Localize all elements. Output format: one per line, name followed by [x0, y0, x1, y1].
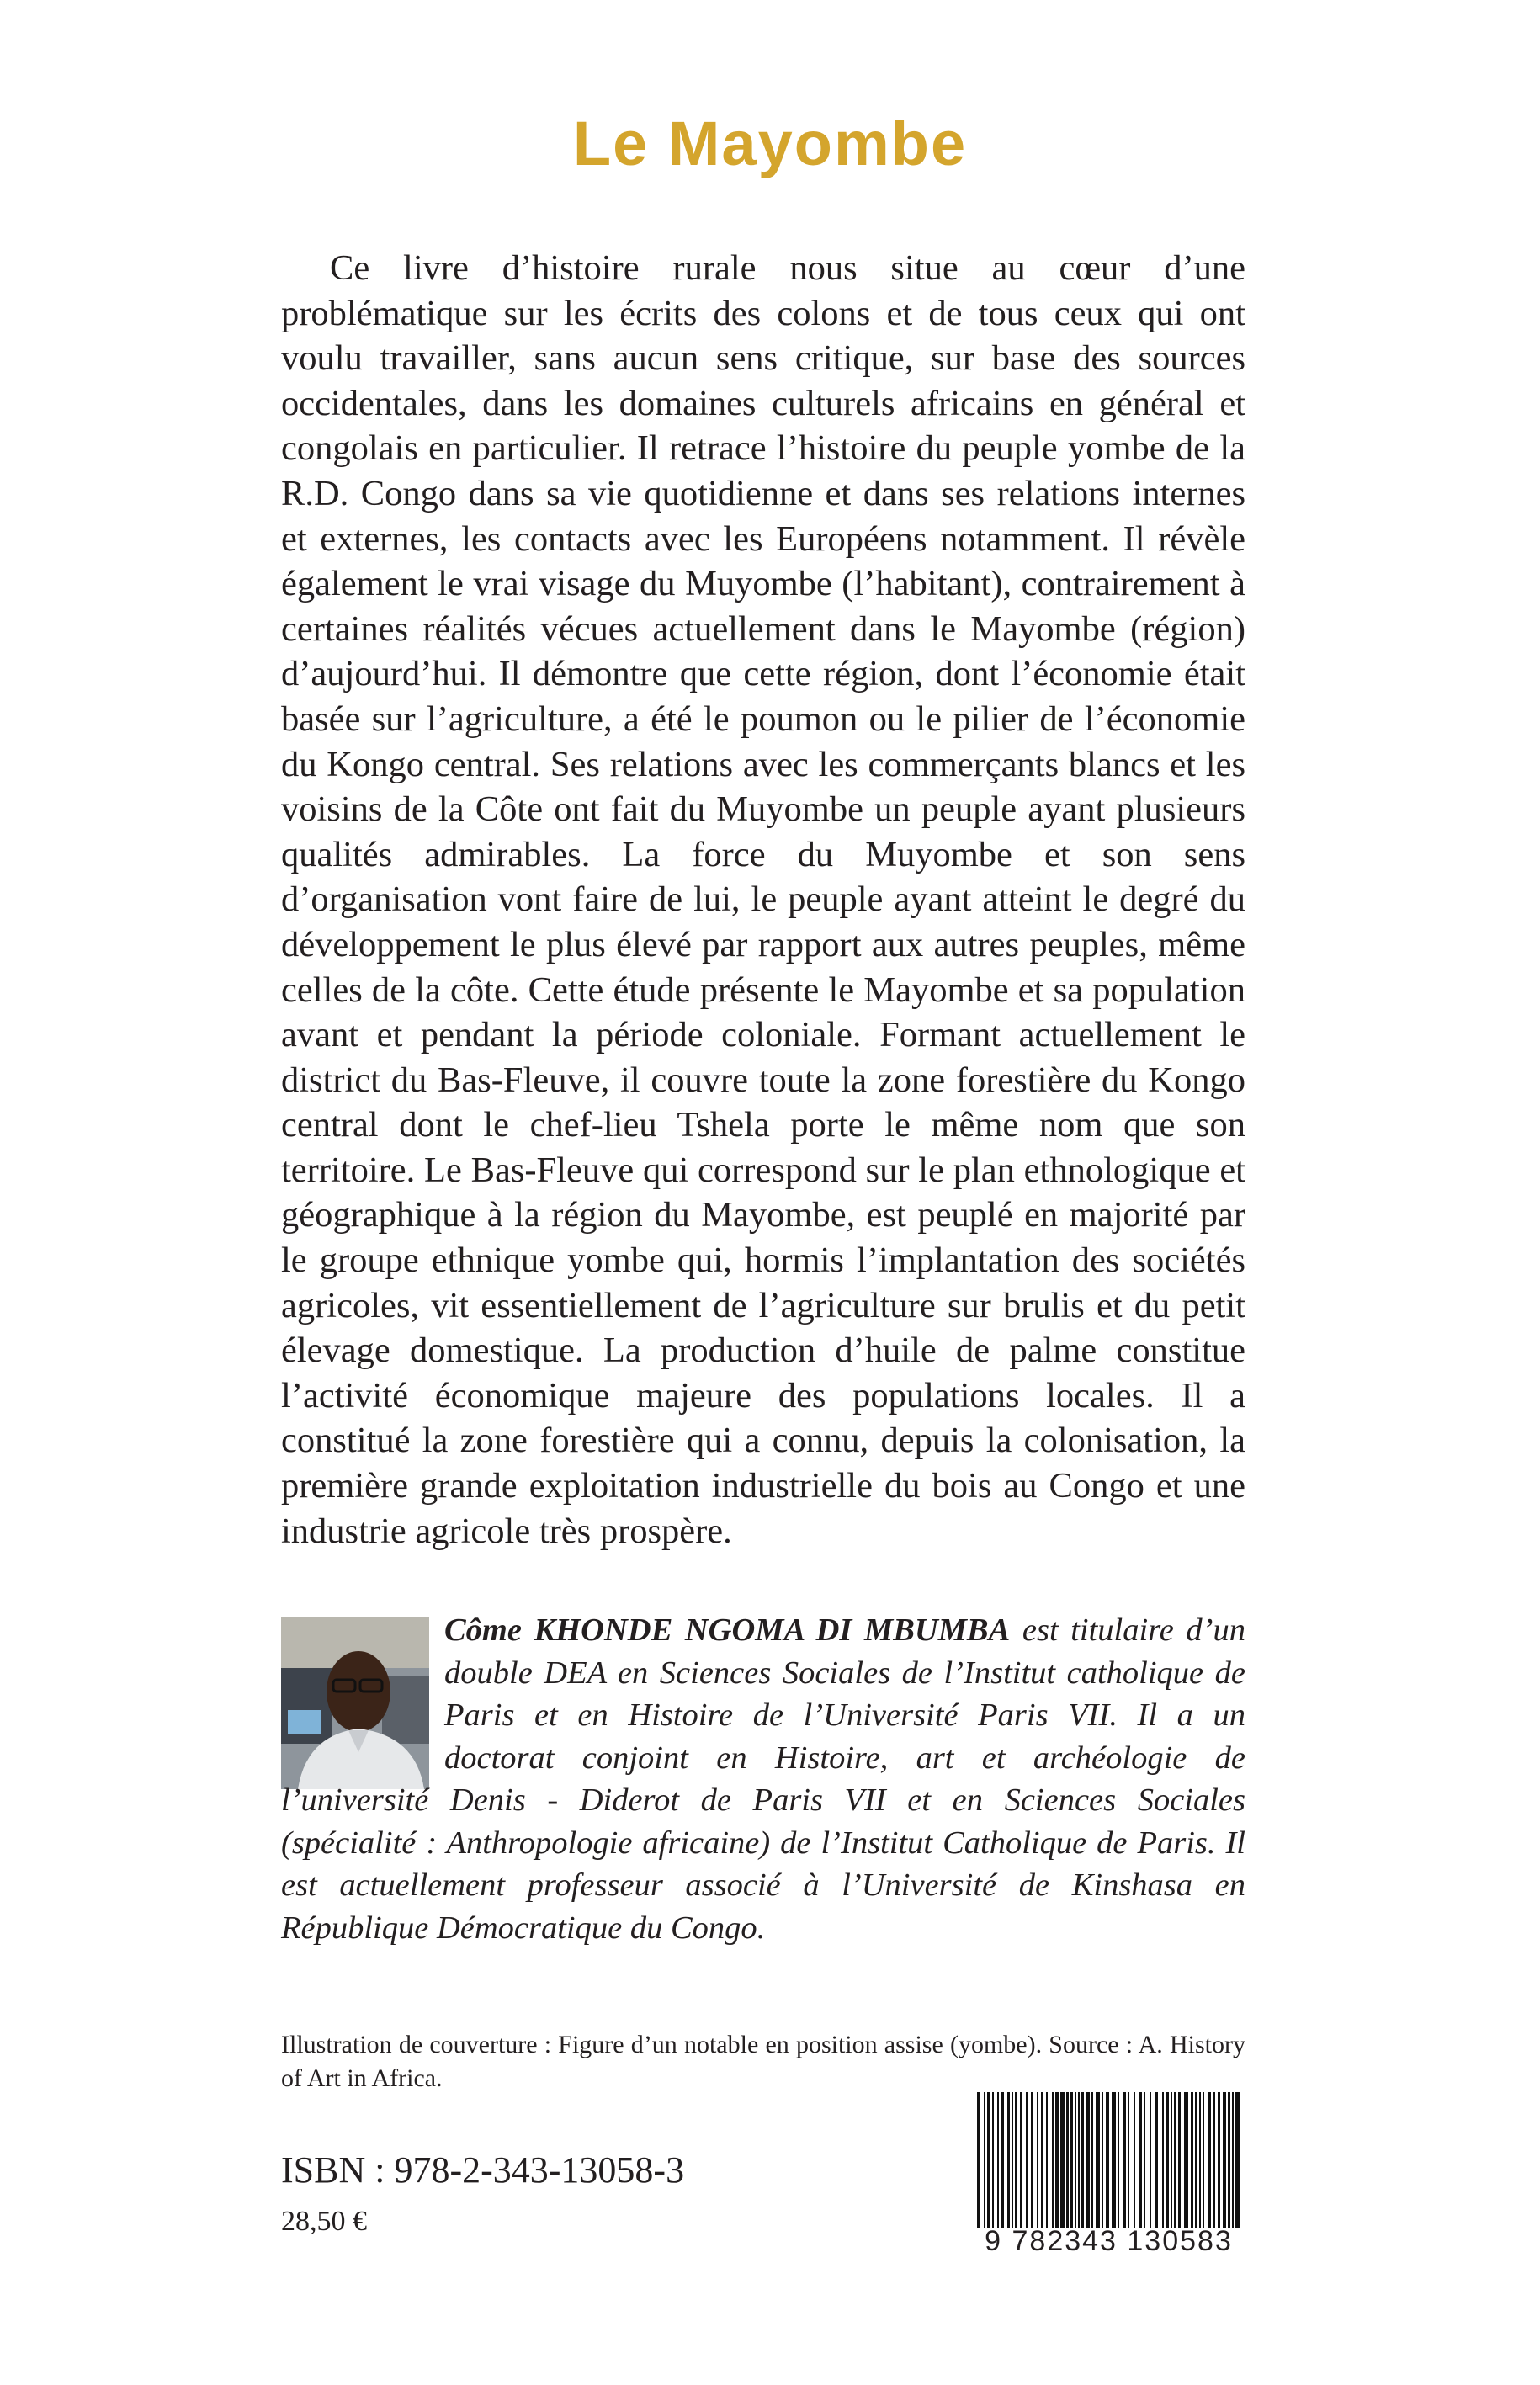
cover-illustration-credit: Illustration de couverture : Figure d’un notable en position assise (yombe). Source : A. History of Art in Africa.: [281, 2031, 1245, 2092]
barcode-bar: [1191, 2092, 1193, 2228]
barcode-bar: [1150, 2092, 1151, 2228]
barcode-digits: 9 782343 130583: [985, 2225, 1233, 2257]
barcode-bar: [1007, 2092, 1010, 2228]
barcode-bar: [1139, 2092, 1142, 2228]
book-title: Le Mayombe: [572, 109, 968, 178]
barcode-bar: [1001, 2092, 1004, 2228]
barcode-bar: [1118, 2092, 1119, 2228]
barcode-bar: [1066, 2092, 1069, 2228]
barcode-bar: [1096, 2092, 1100, 2228]
barcode-bar: [1026, 2092, 1028, 2228]
barcode-bar: [1178, 2092, 1181, 2228]
barcode-bar: [1020, 2092, 1022, 2228]
barcode-bar: [1166, 2092, 1169, 2228]
barcode-bar: [1015, 2092, 1017, 2228]
barcode-bar: [1078, 2092, 1080, 2228]
barcode-bar: [1223, 2092, 1226, 2228]
author-bio-text: est titulaire d’un double DEA en Sciences Sociales de l’Institut catholique de Paris et en Histoire de l’Université Paris VII. Il a un doctorat conjoint en Histoire, art et archéologie de l’université Denis - Diderot de Paris VII et en Sciences Sociales (spécialité : Anthropologie africaine) de l’Institut Catholique de Paris. Il est actuellement professeur associé à l’Université de Kinshasa en République Démocratique du Congo.: [281, 1612, 1245, 1946]
author-bio: [281, 1609, 1245, 1949]
barcode-bar: [1184, 2092, 1188, 2228]
barcode-bar: [1228, 2092, 1230, 2228]
barcode-bar: [992, 2092, 994, 2228]
barcode-bar: [1174, 2092, 1176, 2228]
barcode-bar: [1070, 2092, 1073, 2228]
barcode-bar: [977, 2092, 980, 2228]
barcode-bar: [1106, 2092, 1109, 2228]
barcode-bar: [1091, 2092, 1093, 2228]
barcode-bar: [1144, 2092, 1145, 2228]
barcode-bar: [1134, 2092, 1135, 2228]
barcode-bar: [1232, 2092, 1234, 2228]
barcode-bar: [1128, 2092, 1129, 2228]
barcode-bar: [1235, 2092, 1240, 2228]
barcode-bar: [1203, 2092, 1204, 2228]
barcode-bar: [1055, 2092, 1059, 2228]
barcode: [972, 2092, 1245, 2255]
isbn: ISBN : 978-2-343-13058-3: [281, 2149, 685, 2191]
barcode-bar: [1195, 2092, 1197, 2228]
barcode-bar: [1031, 2092, 1033, 2228]
book-blurb: Ce livre d’histoire rurale nous situe au cœur d’une problématique sur les écrits des colons et de tous ceux qui ont voulu travailler, sans aucun sens critique, sur base des sources occidentales, dans les domaines culturels africains en général et congolais en particulier. Il retrace l’histoire du peuple yombe de la R.D. Congo dans sa vie quotidienne et dans ses relations internes et externes, les contacts avec les Européens notamment. Il révèle également le vrai visage du Muyombe (l’habitant), contrairement à certaines réalités vécues actuellement dans le Mayombe (région) d’aujourd’hui. Il démontre que cette région, dont l’économie était basée sur l’agriculture, a été le poumon ou le pilier de l’économie du Kongo central. Ses relations avec les commerçants blancs et les voisins de la Côte ont fait du Muyombe un peuple ayant plusieurs qualités admirables. La force du Muyombe et son sens d’organisation vont faire de lui, le peuple ayant atteint le degré du développement le plus élevé par rapport aux autres peuples, même celles de la côte. Cette étude présente le Mayombe et sa population avant et pendant la période coloniale. Formant actuellement le district du Bas-Fleuve, il couvre toute la zone forestière du Kongo central dont le chef-lieu Tshela porte le même nom que son territoire. Le Bas-Fleuve qui correspond sur le plan ethnologique et géographique à la région du Mayombe, est peuplé en majorité par le groupe ethnique yombe qui, hormis l’implantation des sociétés agricoles, vit essentiellement de l’agriculture sur brulis et du petit élevage domestique. La production d’huile de palme constitue l’activité économique majeure des populations locales. Il a constitué la zone forestière qui a connu, depuis la colonisation, la première grande exploitation industrielle du bois au Congo et une industrie agricole très prospère.: [281, 248, 1245, 1551]
barcode-bar: [1075, 2092, 1076, 2228]
barcode-bar: [1060, 2092, 1065, 2228]
price: 28,50 €: [281, 2206, 367, 2237]
barcode-bar: [1112, 2092, 1116, 2228]
barcode-bar: [1213, 2092, 1215, 2228]
barcode-bar: [1037, 2092, 1038, 2228]
barcode-bar: [987, 2092, 990, 2228]
barcode-bar: [997, 2092, 999, 2228]
barcode-bar: [1102, 2092, 1103, 2228]
barcode-bar: [984, 2092, 985, 2228]
barcode-bar: [1081, 2092, 1084, 2228]
barcode-bars: [972, 2092, 1245, 2228]
barcode-bar: [1052, 2092, 1054, 2228]
author-name: Côme KHONDE NGOMA DI MBUMBA: [444, 1612, 1011, 1648]
barcode-bar: [1046, 2092, 1048, 2228]
barcode-bar: [1218, 2092, 1220, 2228]
barcode-bar: [1171, 2092, 1172, 2228]
barcode-bar: [1162, 2092, 1164, 2228]
barcode-bar: [1012, 2092, 1013, 2228]
barcode-bar: [1123, 2092, 1126, 2228]
barcode-bar: [1199, 2092, 1201, 2228]
barcode-bar: [1208, 2092, 1211, 2228]
barcode-bar: [1086, 2092, 1090, 2228]
barcode-bar: [1155, 2092, 1158, 2228]
barcode-bar: [1041, 2092, 1043, 2228]
